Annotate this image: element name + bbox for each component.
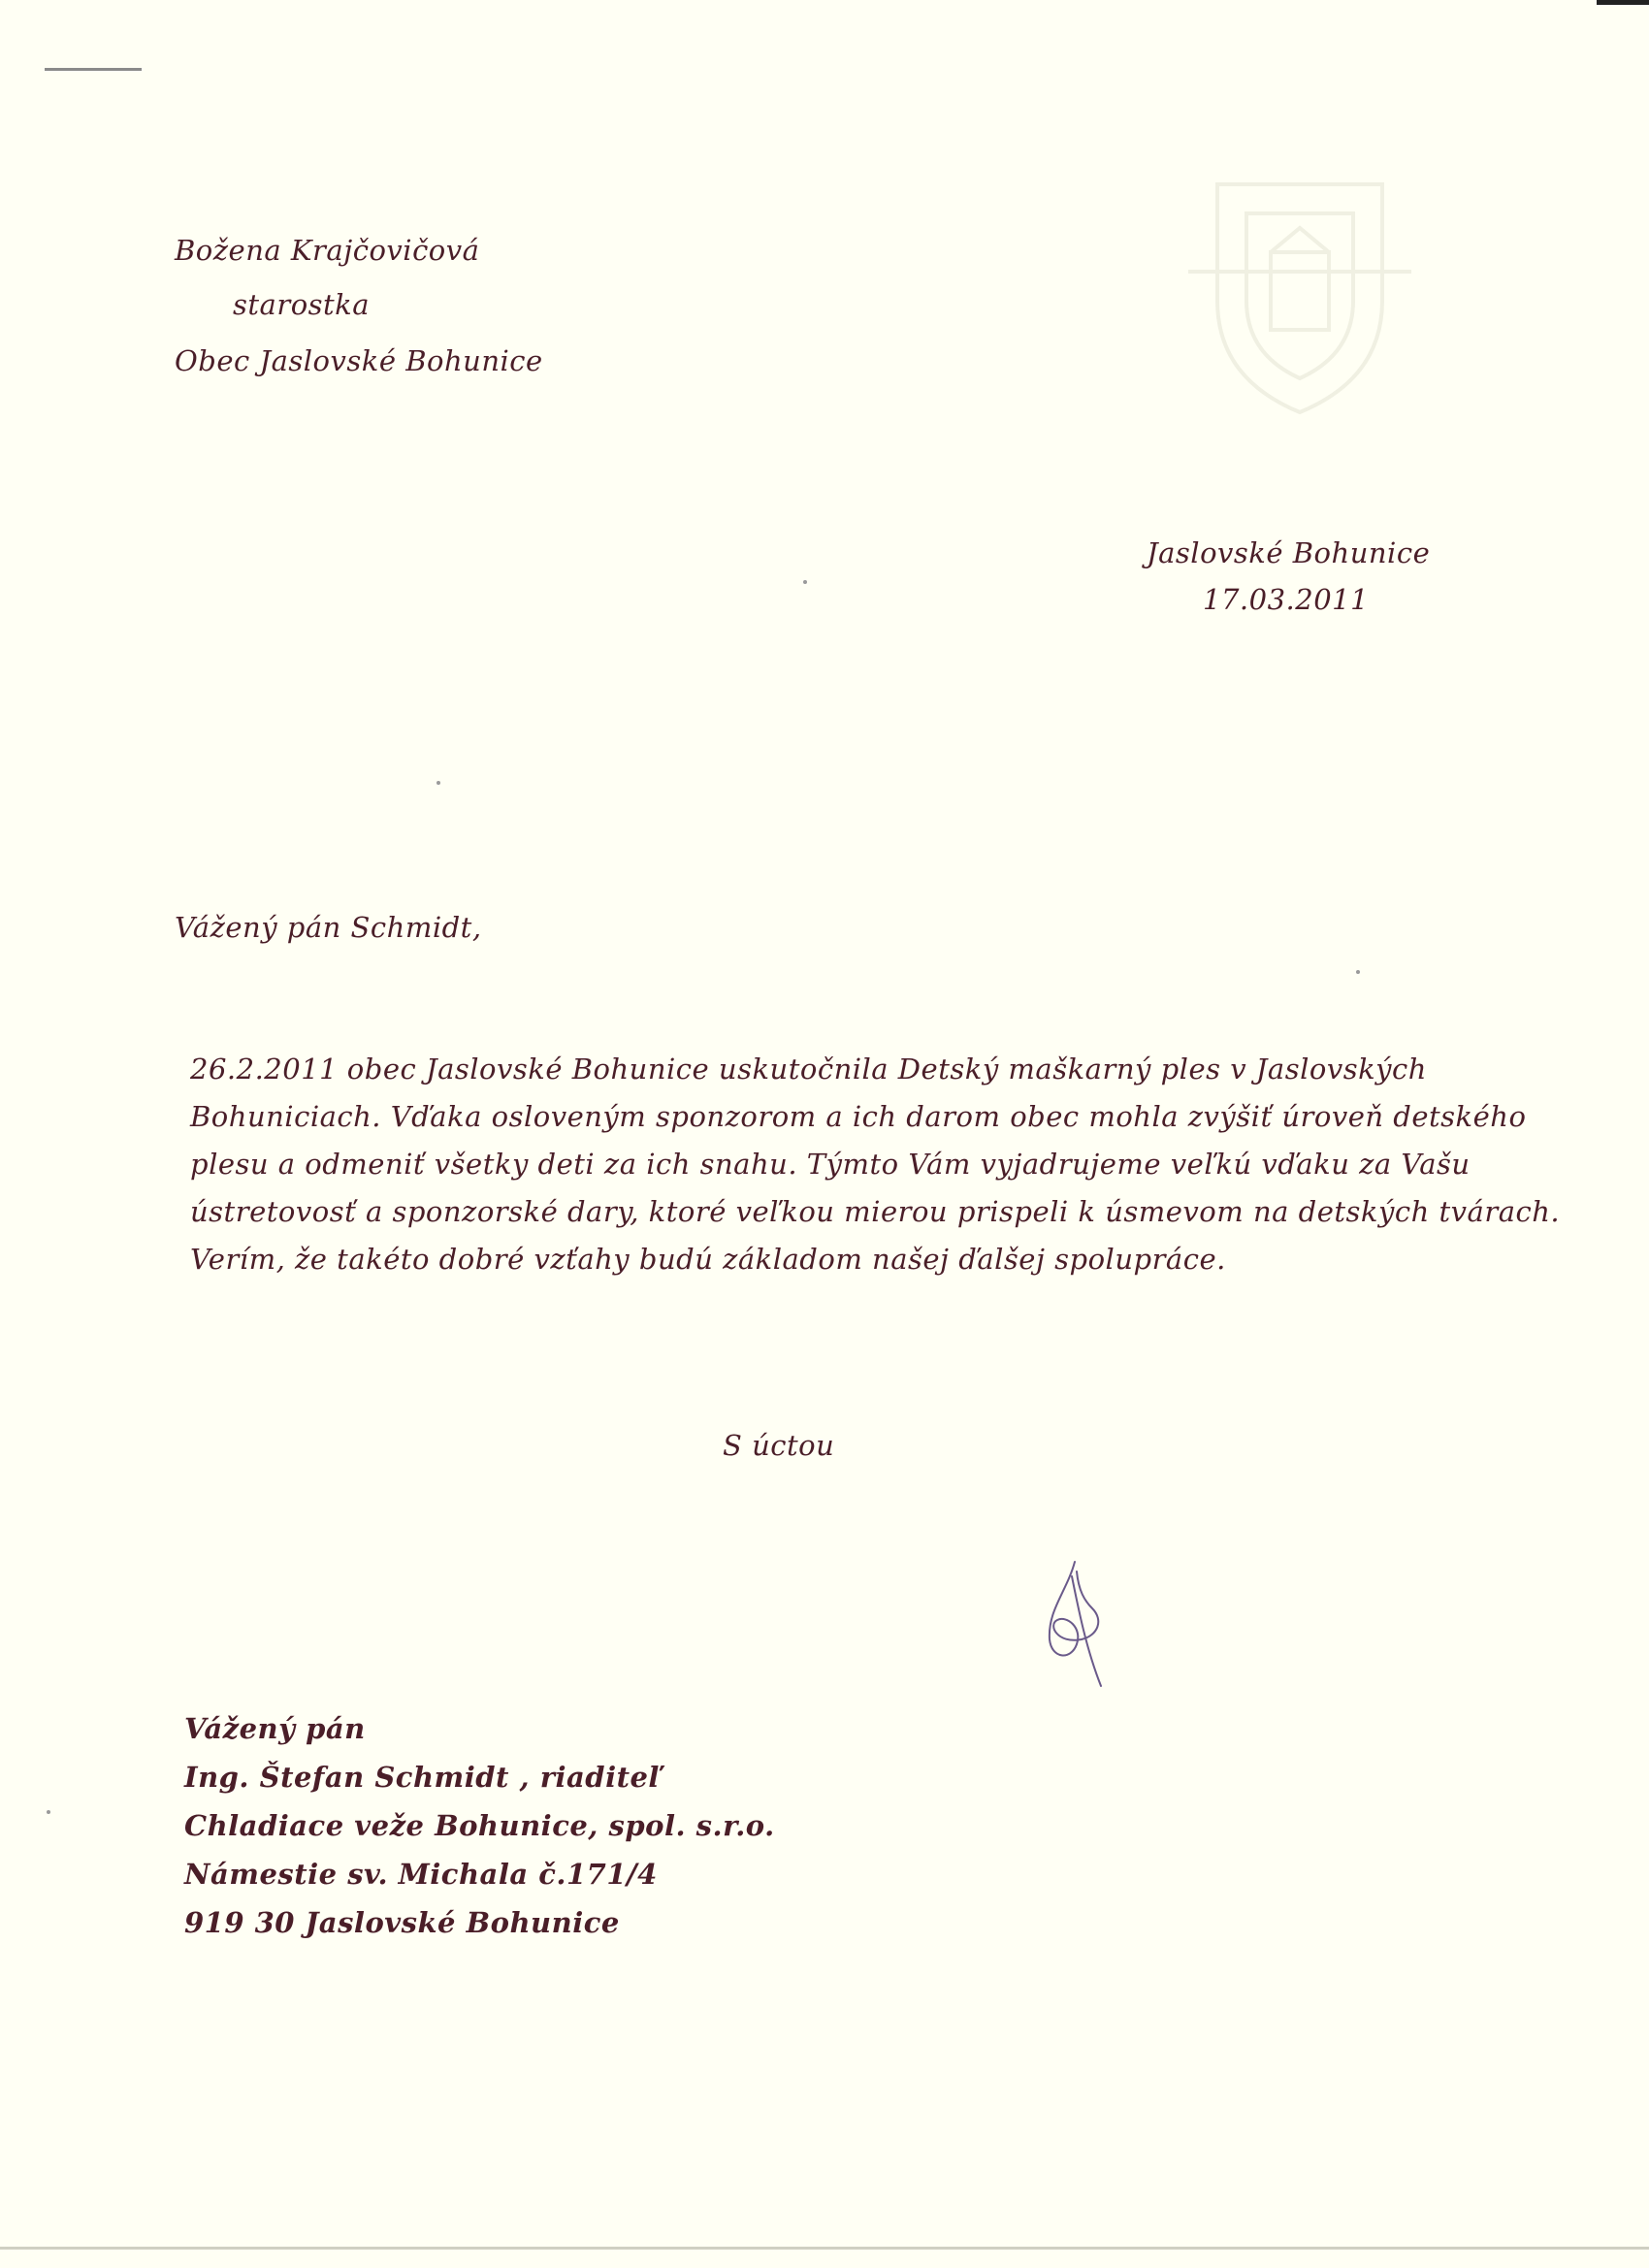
- sender-name: Božena Krajčovičová: [175, 234, 480, 267]
- scan-speck: [436, 781, 440, 785]
- recipient-name: Ing. Štefan Schmidt , riaditeľ: [184, 1761, 663, 1794]
- sender-role: starostka: [233, 288, 371, 321]
- sender-organization: Obec Jaslovské Bohunice: [175, 344, 543, 377]
- body-line: 26.2.2011 obec Jaslovské Bohunice uskutočnila Detský maškarný ples v Jaslovských: [190, 1053, 1427, 1085]
- scan-corner-mark: [1597, 0, 1649, 5]
- scan-speck: [1356, 970, 1360, 974]
- salutation: Vážený pán Schmidt,: [175, 911, 482, 944]
- scan-speck: [47, 1810, 50, 1814]
- recipient-salutation: Vážený pán: [184, 1712, 366, 1745]
- scan-mark-top: [45, 68, 142, 71]
- closing: S úctou: [723, 1429, 835, 1462]
- body-line: plesu a odmeniť všetky deti za ich snahu. Týmto Vám vyjadrujeme veľkú vďaku za Vašu: [190, 1148, 1471, 1181]
- scan-speck: [803, 580, 807, 584]
- body-line: Verím, že takéto dobré vzťahy budú základom našej ďalšej spolupráce.: [190, 1243, 1226, 1276]
- recipient-city: 919 30 Jaslovské Bohunice: [184, 1906, 620, 1939]
- signature: [1028, 1552, 1125, 1688]
- letter-place: Jaslovské Bohunice: [1147, 536, 1431, 569]
- body-line: ústretovosť a sponzorské dary, ktoré veľkou mierou prispeli k úsmevom na detských tvárach.: [190, 1195, 1561, 1228]
- letter-date: 17.03.2011: [1203, 583, 1370, 616]
- body-line: Bohuniciach. Vďaka osloveným sponzorom a ich darom obec mohla zvýšiť úroveň detského: [190, 1100, 1527, 1133]
- recipient-street: Námestie sv. Michala č.171/4: [184, 1858, 658, 1891]
- recipient-company: Chladiace veže Bohunice, spol. s.r.o.: [184, 1809, 775, 1842]
- coat-of-arms-watermark: [1179, 146, 1421, 422]
- page-bottom-edge: [0, 2247, 1649, 2250]
